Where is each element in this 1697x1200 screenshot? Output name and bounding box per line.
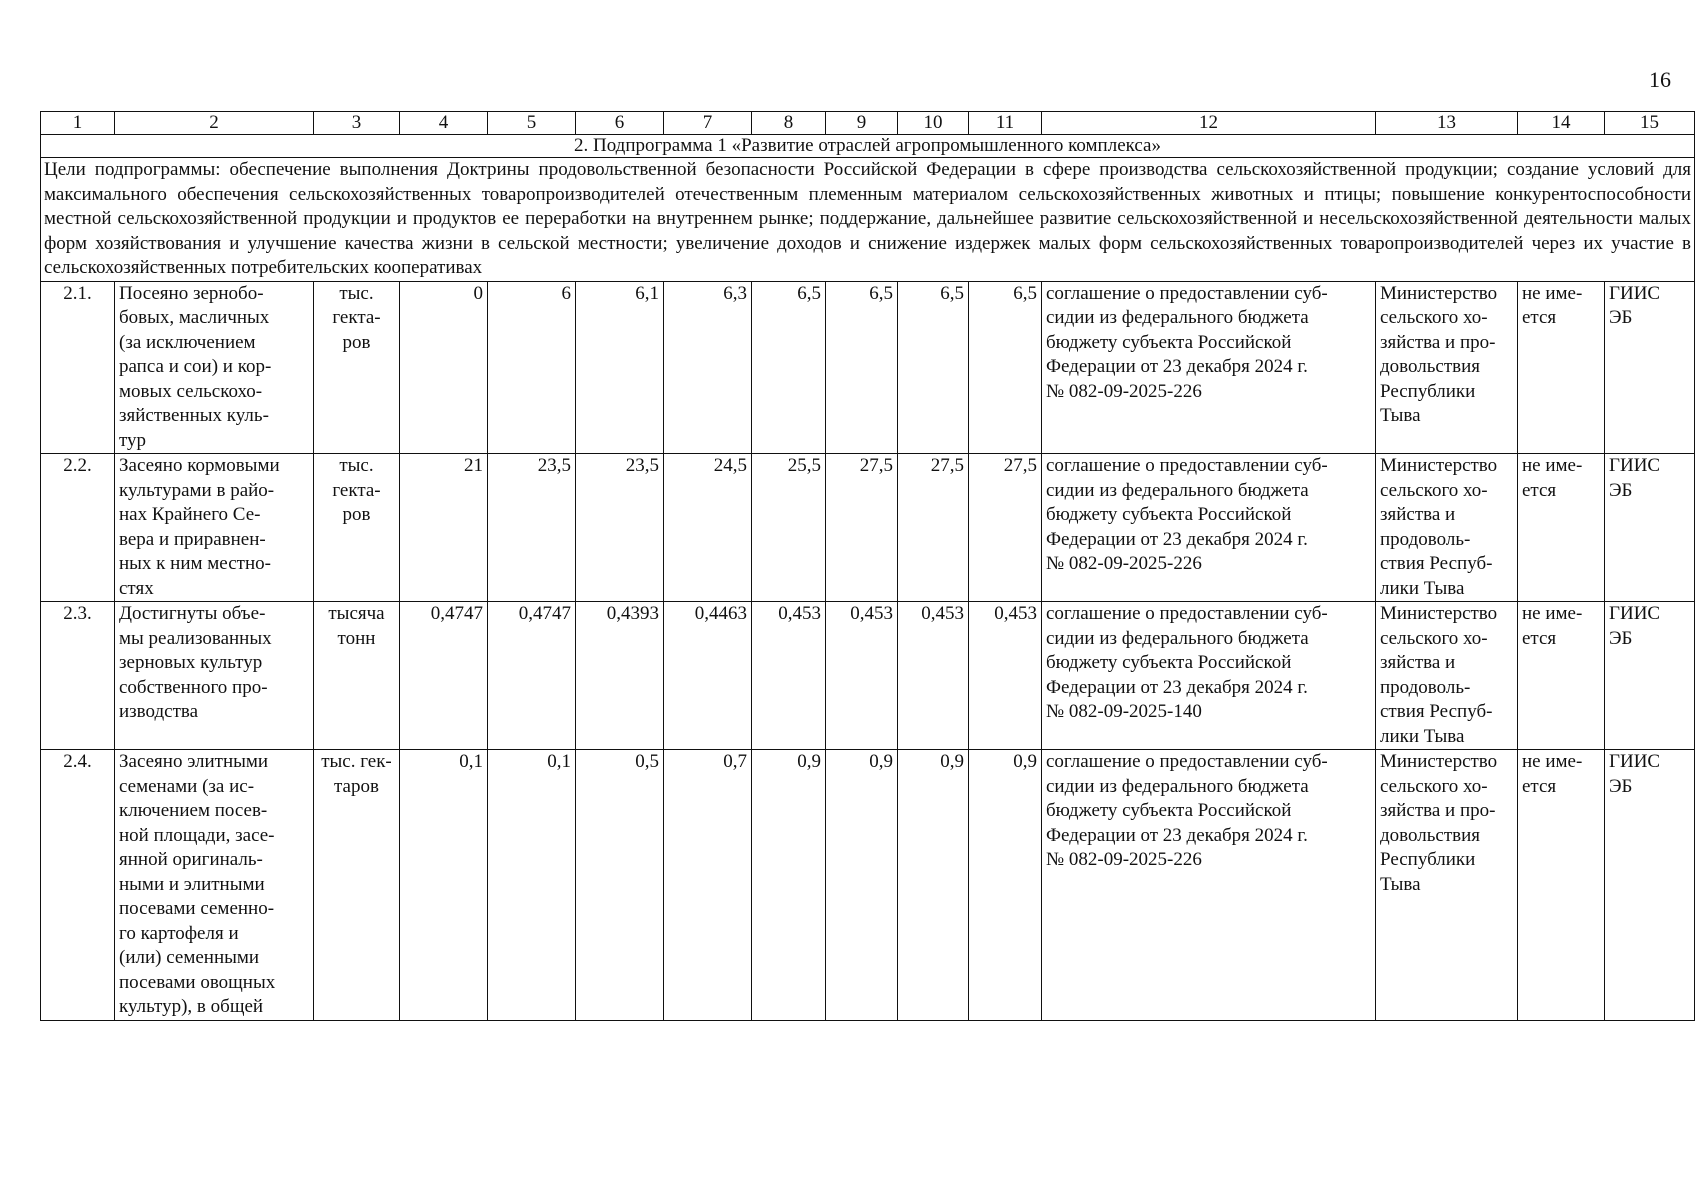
availability-cell: не име- ется <box>1518 750 1605 1021</box>
column-number: 8 <box>752 112 826 135</box>
table-row <box>41 602 1695 750</box>
column-number: 11 <box>969 112 1042 135</box>
column-number: 14 <box>1518 112 1605 135</box>
value-cell: 0,4463 <box>664 602 752 750</box>
section-title-row <box>41 135 1695 158</box>
indicator-name: Засеяно элитными семенами (за ис- ключением посев- ной площади, засе- янной оригиналь- ными и элитными посевами семенно- го картофеля и (или) семенными посевами овощных культур), в общей <box>115 750 314 1021</box>
system-cell: ГИИС ЭБ <box>1605 454 1695 602</box>
value-cell: 0,1 <box>488 750 576 1021</box>
indicator-name: Засеяно кормовыми культурами в райо- нах Крайнего Се- вера и приравнен- ных к ним местно- стях <box>115 454 314 602</box>
value-cell: 0,9 <box>898 750 969 1021</box>
document-cell: соглашение о предоставлении суб- сидии из федерального бюджета бюджету субъекта Российской Федерации от 23 декабря 2024 г. № 082-09-2025-226 <box>1042 454 1376 602</box>
value-cell: 27,5 <box>898 454 969 602</box>
unit-cell: тыс. гек- таров <box>314 750 400 1021</box>
value-cell: 0,7 <box>664 750 752 1021</box>
value-cell: 0,453 <box>826 602 898 750</box>
unit-cell: тысяча тонн <box>314 602 400 750</box>
column-number: 4 <box>400 112 488 135</box>
value-cell: 0,453 <box>752 602 826 750</box>
indicator-name: Достигнуты объе- мы реализованных зерновых культур собственного про- изводства <box>115 602 314 750</box>
indicators-table <box>40 111 1695 1021</box>
table-row <box>41 454 1695 602</box>
column-number: 7 <box>664 112 752 135</box>
row-number: 2.3. <box>41 602 115 750</box>
column-number: 1 <box>41 112 115 135</box>
column-number: 6 <box>576 112 664 135</box>
table-row <box>41 281 1695 454</box>
value-cell: 6 <box>488 281 576 454</box>
value-cell: 0,4747 <box>488 602 576 750</box>
value-cell: 6,1 <box>576 281 664 454</box>
value-cell: 25,5 <box>752 454 826 602</box>
responsible-cell: Министерство сельского хо- зяйства и про- довольствия Республики Тыва <box>1376 750 1518 1021</box>
value-cell: 6,5 <box>752 281 826 454</box>
value-cell: 0,1 <box>400 750 488 1021</box>
section-title: 2. Подпрограмма 1 «Развитие отраслей агропромышленного комплекса» <box>41 135 1695 158</box>
system-cell: ГИИС ЭБ <box>1605 602 1695 750</box>
column-number: 15 <box>1605 112 1695 135</box>
availability-cell: не име- ется <box>1518 454 1605 602</box>
value-cell: 0,4393 <box>576 602 664 750</box>
value-cell: 0,9 <box>826 750 898 1021</box>
document-cell: соглашение о предоставлении суб- сидии из федерального бюджета бюджету субъекта Российской Федерации от 23 декабря 2024 г. № 082-09-2025-226 <box>1042 281 1376 454</box>
value-cell: 6,5 <box>826 281 898 454</box>
column-number: 5 <box>488 112 576 135</box>
value-cell: 24,5 <box>664 454 752 602</box>
indicator-name: Посеяно зернобо- бовых, масличных (за исключением рапса и сои) и кор- мовых сельскохо- зяйственных куль- тур <box>115 281 314 454</box>
value-cell: 0 <box>400 281 488 454</box>
value-cell: 21 <box>400 454 488 602</box>
row-number: 2.1. <box>41 281 115 454</box>
value-cell: 0,453 <box>969 602 1042 750</box>
value-cell: 6,5 <box>898 281 969 454</box>
document-cell: соглашение о предоставлении суб- сидии из федерального бюджета бюджету субъекта Российской Федерации от 23 декабря 2024 г. № 082-09-2025-226 <box>1042 750 1376 1021</box>
column-number: 2 <box>115 112 314 135</box>
value-cell: 0,5 <box>576 750 664 1021</box>
value-cell: 6,3 <box>664 281 752 454</box>
page-number: 16 <box>1649 67 1671 92</box>
table-row <box>41 750 1695 1021</box>
availability-cell: не име- ется <box>1518 281 1605 454</box>
column-number: 10 <box>898 112 969 135</box>
responsible-cell: Министерство сельского хо- зяйства и продоволь- ствия Респуб- лики Тыва <box>1376 454 1518 602</box>
value-cell: 0,453 <box>898 602 969 750</box>
column-number: 12 <box>1042 112 1376 135</box>
goals-row <box>41 158 1695 282</box>
unit-cell: тыс. гекта- ров <box>314 454 400 602</box>
system-cell: ГИИС ЭБ <box>1605 750 1695 1021</box>
row-number: 2.2. <box>41 454 115 602</box>
system-cell: ГИИС ЭБ <box>1605 281 1695 454</box>
value-cell: 6,5 <box>969 281 1042 454</box>
document-cell: соглашение о предоставлении суб- сидии из федерального бюджета бюджету субъекта Российской Федерации от 23 декабря 2024 г. № 082-09-2025-140 <box>1042 602 1376 750</box>
availability-cell: не име- ется <box>1518 602 1605 750</box>
value-cell: 0,9 <box>969 750 1042 1021</box>
responsible-cell: Министерство сельского хо- зяйства и про- довольствия Республики Тыва <box>1376 281 1518 454</box>
column-number-row <box>41 112 1695 135</box>
value-cell: 27,5 <box>826 454 898 602</box>
value-cell: 0,4747 <box>400 602 488 750</box>
value-cell: 23,5 <box>488 454 576 602</box>
responsible-cell: Министерство сельского хо- зяйства и продоволь- ствия Респуб- лики Тыва <box>1376 602 1518 750</box>
value-cell: 0,9 <box>752 750 826 1021</box>
column-number: 9 <box>826 112 898 135</box>
value-cell: 23,5 <box>576 454 664 602</box>
value-cell: 27,5 <box>969 454 1042 602</box>
column-number: 3 <box>314 112 400 135</box>
goals-text: Цели подпрограммы: обеспечение выполнения Доктрины продовольственной безопасности Российской Федерации в сфере производства сельскохозяйственной продукции; создание условий для максимального обеспечения сельскохозяйственных товаропроизводителей отечественным племенным материалом сельскохозяйственных животных и птицы; повышение конкурентоспособности местной сельскохозяйственной продукции и продуктов ее переработки на внутреннем рынке; поддержание, дальнейшее развитие сельскохозяйственной и несельскохозяйственной деятельности малых форм хозяйствования и улучшение качества жизни в сельской местности; увеличение доходов и снижение издержек малых форм сельскохозяйственных товаропроизводителей через их участие в сельскохозяйственных потребительских кооперативах <box>41 158 1695 282</box>
column-number: 13 <box>1376 112 1518 135</box>
unit-cell: тыс. гекта- ров <box>314 281 400 454</box>
row-number: 2.4. <box>41 750 115 1021</box>
